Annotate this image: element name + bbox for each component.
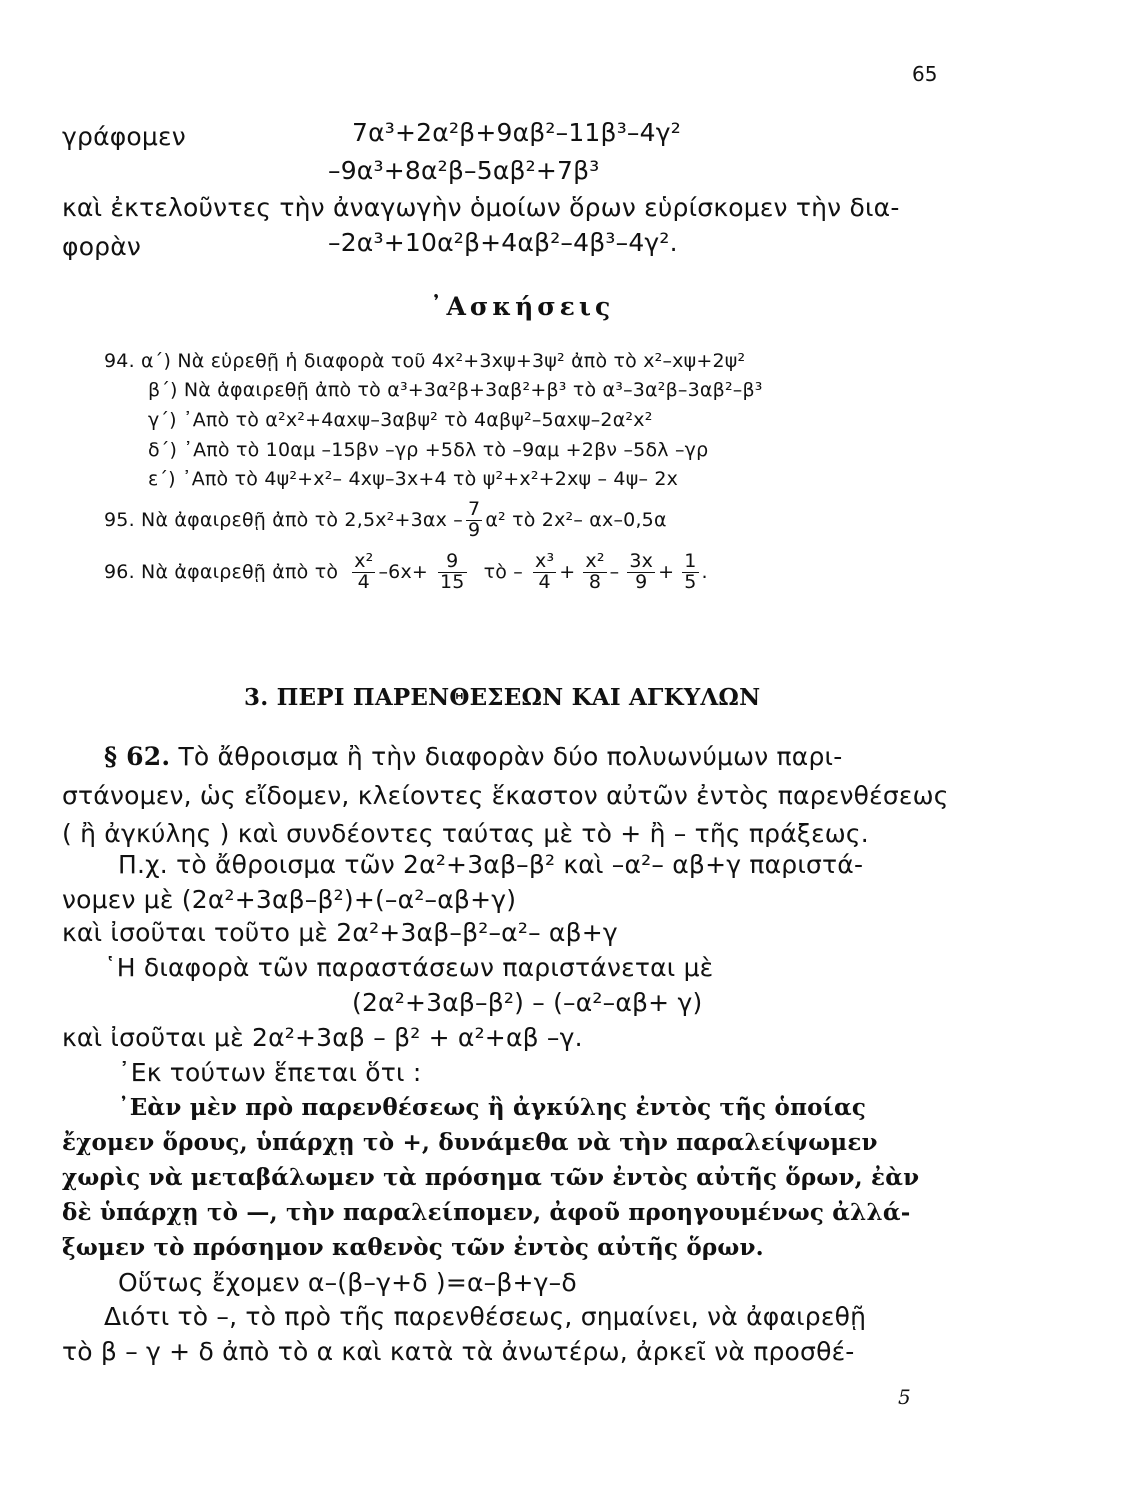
exercise-96-fraction-2 — [438, 552, 467, 593]
intro-expression-2: –9α³+8α²β–5αβ²+7β³ — [328, 156, 600, 185]
paragraph-line-1 — [104, 742, 842, 771]
paragraph-line-12: Διότι τὸ –, τὸ πρὸ τῆς παρενθέσεως, σημαίνει, νὰ ἀφαιρεθῇ — [104, 1302, 867, 1331]
plus-sign: + — [658, 561, 675, 584]
fraction-denominator: 9 — [468, 518, 481, 541]
exercise-94d: δ΄) ᾿Απὸ τὸ 10αμ –15βν –γρ +5δλ τὸ –9αμ +2βν –5δλ –γρ — [148, 439, 709, 461]
exercise-95-text: 95. Νὰ ἀφαιρεθῇ ἀπὸ τὸ 2,5x²+3αx – — [104, 509, 464, 532]
intro-word-grafomen: γράφομεν — [62, 122, 186, 151]
exercise-96-text: 96. Νὰ ἀφαιρεθῇ ἀπὸ τὸ — [104, 561, 339, 584]
fraction-numerator: x² — [585, 550, 605, 572]
intro-word-diaforan: φορὰν — [62, 232, 142, 261]
exercise-96-fraction-6 — [682, 552, 698, 593]
fraction-numerator: 3x — [629, 550, 654, 572]
rule-line-3: χωρὶς νὰ μεταβάλωμεν τὰ πρόσημα τῶν ἐντὸς αὐτῆς ὅρων, ἐὰν — [62, 1164, 920, 1191]
period: . — [701, 561, 708, 584]
exercise-95-text-end: α² τὸ 2x²– αx–0,5α — [485, 509, 667, 532]
exercise-94e: ε΄) ᾿Απὸ τὸ 4ψ²+x²– 4xψ–3x+4 τὸ ψ²+x²+2xψ – 4ψ– 2x — [148, 468, 679, 490]
fraction-numerator: 9 — [438, 552, 467, 573]
page-number: 65 — [912, 62, 938, 86]
paragraph-line-9: καὶ ἰσοῦται μὲ 2α²+3αβ – β² + α²+αβ –γ. — [62, 1023, 583, 1052]
fraction-denominator: 8 — [588, 570, 602, 593]
exercise-96-term: –6x+ — [378, 561, 429, 584]
plus-sign: + — [559, 561, 576, 584]
signature-mark: 5 — [898, 1385, 911, 1409]
exercise-95 — [104, 500, 667, 541]
exercise-96-fraction-1 — [352, 552, 375, 593]
paragraph-line-4: Π.χ. τὸ ἄθροισμα τῶν 2α²+3αβ–β² καὶ –α²– αβ+γ παριστά- — [118, 850, 864, 879]
fraction-denominator: 5 — [684, 570, 697, 593]
exercises-heading: ᾿Ασκήσεις — [430, 292, 615, 321]
exercise-94c: γ΄) ᾿Απὸ τὸ α²x²+4αxψ–3αβψ² τὸ 4αβψ²–5αxψ–2α²x² — [148, 409, 653, 431]
paragraph-number: § 62. — [104, 742, 171, 771]
exercise-95-fraction — [466, 500, 482, 541]
exercise-94a: 94. α΄) Νὰ εὑρεθῇ ἡ διαφορὰ τοῦ 4x²+3xψ+3ψ² ἀπὸ τὸ x²–xψ+2ψ² — [104, 350, 746, 372]
fraction-numerator: x³ — [535, 550, 555, 572]
paragraph-line-11: Οὕτως ἔχομεν α–(β–γ+δ )=α–β+γ–δ — [118, 1268, 577, 1297]
paragraph-line-3: ( ἢ ἀγκύλης ) καὶ συνδέοντες ταύτας μὲ τὸ + ἢ – τῆς πράξεως. — [62, 819, 869, 848]
paragraph-line-6: καὶ ἰσοῦται τοῦτο μὲ 2α²+3αβ–β²–α²– αβ+γ — [62, 918, 618, 947]
section-title: 3. ΠΕΡΙ ΠΑΡΕΝΘΕΣΕΩΝ ΚΑΙ ΑΓΚΥΛΩΝ — [244, 684, 761, 711]
rule-line-4: δὲ ὑπάρχῃ τὸ —, τὴν παραλείπομεν, ἀφοῦ προηγουμένως ἀλλά- — [62, 1199, 911, 1226]
paragraph-line-2: στάνομεν, ὡς εἴδομεν, κλείοντες ἕκαστον αὐτῶν ἐντὸς παρενθέσεως — [62, 781, 949, 810]
fraction-denominator: 15 — [440, 570, 465, 593]
paragraph-line-5: νομεν μὲ (2α²+3αβ–β²)+(–α²–αβ+γ) — [62, 885, 517, 914]
paragraph-line-13: τὸ β – γ + δ ἀπὸ τὸ α καὶ κατὰ τὰ ἀνωτέρω, ἀρκεῖ νὰ προσθέ- — [62, 1337, 855, 1366]
fraction-denominator: 4 — [538, 570, 551, 593]
paragraph-line-7: ῾Η διαφορὰ τῶν παραστάσεων παριστάνεται μὲ — [104, 953, 714, 982]
exercise-96-to: τὸ – — [483, 561, 523, 584]
exercise-94b: β΄) Νὰ ἀφαιρεθῇ ἀπὸ τὸ α³+3α²β+3αβ²+β³ τὸ α³–3α²β–3αβ²–β³ — [148, 379, 763, 401]
exercise-96-fraction-5 — [627, 552, 655, 593]
paragraph-line-10: ᾿Εκ τούτων ἕπεται ὅτι : — [118, 1058, 422, 1087]
paragraph-line-1-text: Τὸ ἄθροισμα ἢ τὴν διαφορὰν δύο πολυωνύμων παρι- — [178, 742, 843, 771]
exercise-96-fraction-3 — [533, 552, 556, 593]
minus-sign: – — [609, 561, 620, 584]
fraction-denominator: 4 — [357, 570, 370, 593]
rule-line-2: ἔχομεν ὅρους, ὑπάρχῃ τὸ +, δυνάμεθα νὰ τὴν παραλείψωμεν — [62, 1129, 878, 1156]
rule-line-5: ξωμεν τὸ πρόσημον καθενὸς τῶν ἐντὸς αὐτῆς ὅρων. — [62, 1234, 764, 1261]
exercise-96-fraction-4 — [583, 552, 606, 593]
exercise-96 — [104, 552, 708, 593]
intro-expression-1: 7α³+2α²β+9αβ²–11β³–4γ² — [352, 118, 681, 147]
fraction-denominator: 9 — [635, 570, 648, 593]
intro-text-line: καὶ ἐκτελοῦντες τὴν ἀναγωγὴν ὁμοίων ὅρων εὑρίσκομεν τὴν δια- — [62, 193, 900, 222]
fraction-numerator: 7 — [468, 498, 481, 520]
rule-line-1: ᾿Εὰν μὲν πρὸ παρενθέσεως ἢ ἀγκύλης ἐντὸς τῆς ὁποίας — [118, 1094, 867, 1121]
fraction-numerator: 1 — [684, 550, 697, 572]
intro-result-expression: –2α³+10α²β+4αβ²–4β³–4γ². — [328, 228, 678, 257]
fraction-numerator: x² — [354, 550, 374, 572]
paragraph-line-8: (2α²+3αβ–β²) – (–α²–αβ+ γ) — [352, 988, 703, 1017]
